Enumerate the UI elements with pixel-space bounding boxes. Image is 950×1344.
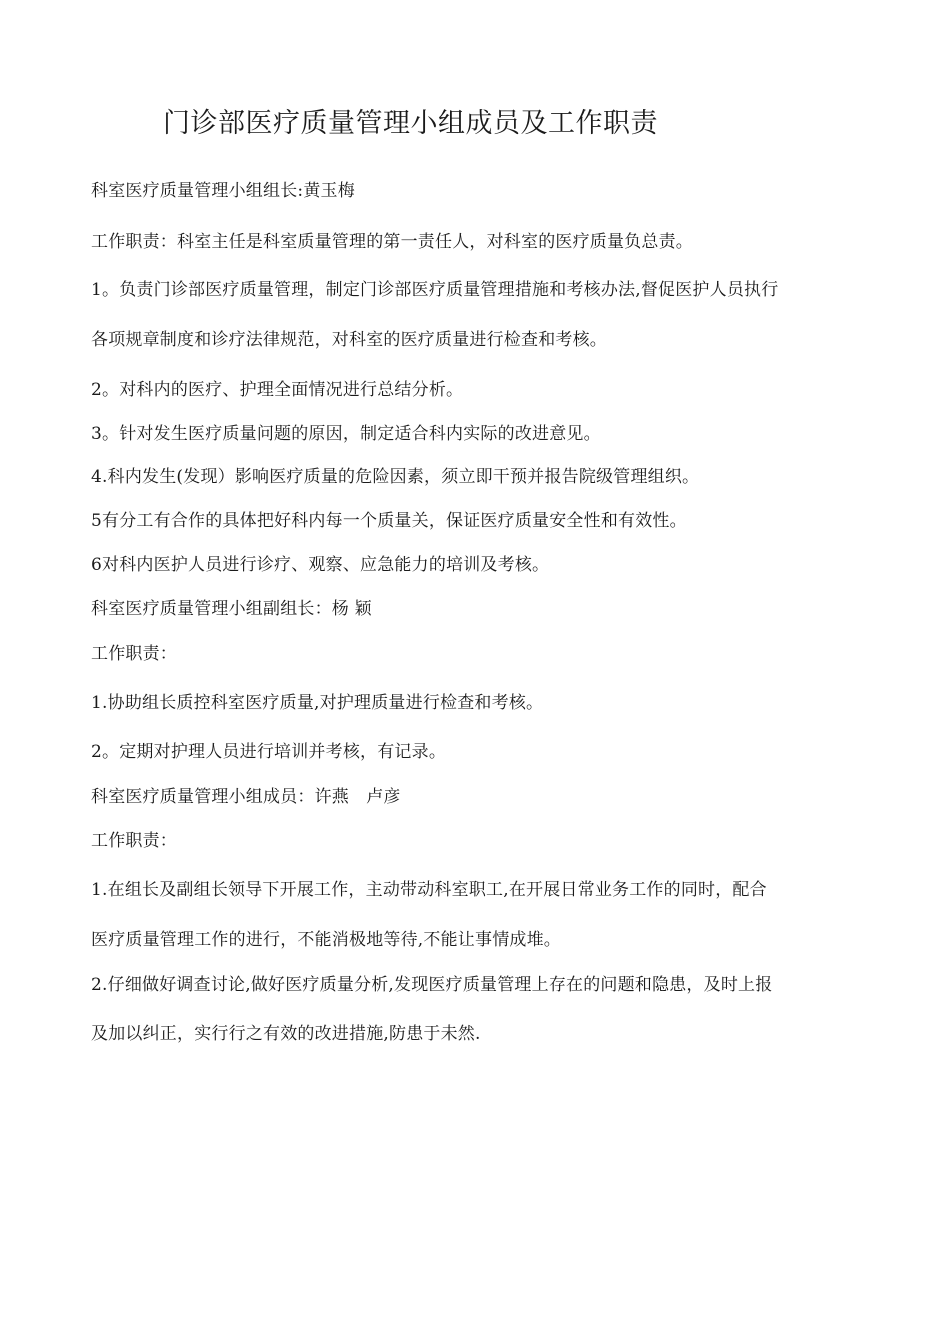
leader-duty-item-5: 5有分工有合作的具体把好科内每一个质量关，保证医疗质量安全性和有效性。 (91, 511, 687, 531)
leader-duty-item-3: 3。针对发生医疗质量问题的原因，制定适合科内实际的改进意见。 (91, 424, 601, 444)
members-line: 科室医疗质量管理小组成员：许燕 卢彦 (91, 787, 401, 807)
leader-duty-item-1-line-2: 各项规章制度和诊疗法律规范，对科室的医疗质量进行检查和考核。 (91, 330, 607, 350)
leader-duty-item-2: 2。对科内的医疗、护理全面情况进行总结分析。 (91, 380, 464, 400)
leader-duty-item-6: 6对科内医护人员进行诊疗、观察、应急能力的培训及考核。 (91, 555, 550, 575)
leader-duty-item-4: 4.科内发生(发现）影响医疗质量的危险因素，须立即干预并报告院级管理组织。 (91, 467, 700, 487)
members-duty-item-1-line-1: 1.在组长及副组长领导下开展工作，主动带动科室职工,在开展日常业务工作的同时，配合 (91, 880, 767, 900)
members-duty-item-2-line-2: 及加以纠正，实行行之有效的改进措施,防患于未然. (91, 1024, 481, 1044)
deputy-duty-item-1: 1.协助组长质控科室医疗质量,对护理质量进行检查和考核。 (91, 693, 544, 713)
deputy-duty-label: 工作职责： (91, 644, 177, 664)
members-duty-item-2-line-1: 2.仔细做好调查讨论,做好医疗质量分析,发现医疗质量管理上存在的问题和隐患，及时上报 (91, 975, 773, 995)
leader-duty-intro: 工作职责：科室主任是科室质量管理的第一责任人，对科室的医疗质量负总责。 (91, 232, 693, 252)
members-duty-item-1-line-2: 医疗质量管理工作的进行，不能消极地等待,不能让事情成堆。 (91, 930, 562, 950)
deputy-leader-line: 科室医疗质量管理小组副组长：杨 颖 (91, 599, 372, 619)
members-duty-label: 工作职责： (91, 831, 177, 851)
deputy-duty-item-2: 2。定期对护理人员进行培训并考核，有记录。 (91, 742, 447, 762)
group-leader-line: 科室医疗质量管理小组组长:黄玉梅 (91, 181, 355, 201)
document-title: 门诊部医疗质量管理小组成员及工作职责 (163, 108, 658, 139)
leader-duty-item-1-line-1: 1。负责门诊部医疗质量管理，制定门诊部医疗质量管理措施和考核办法,督促医护人员执行 (91, 280, 779, 300)
